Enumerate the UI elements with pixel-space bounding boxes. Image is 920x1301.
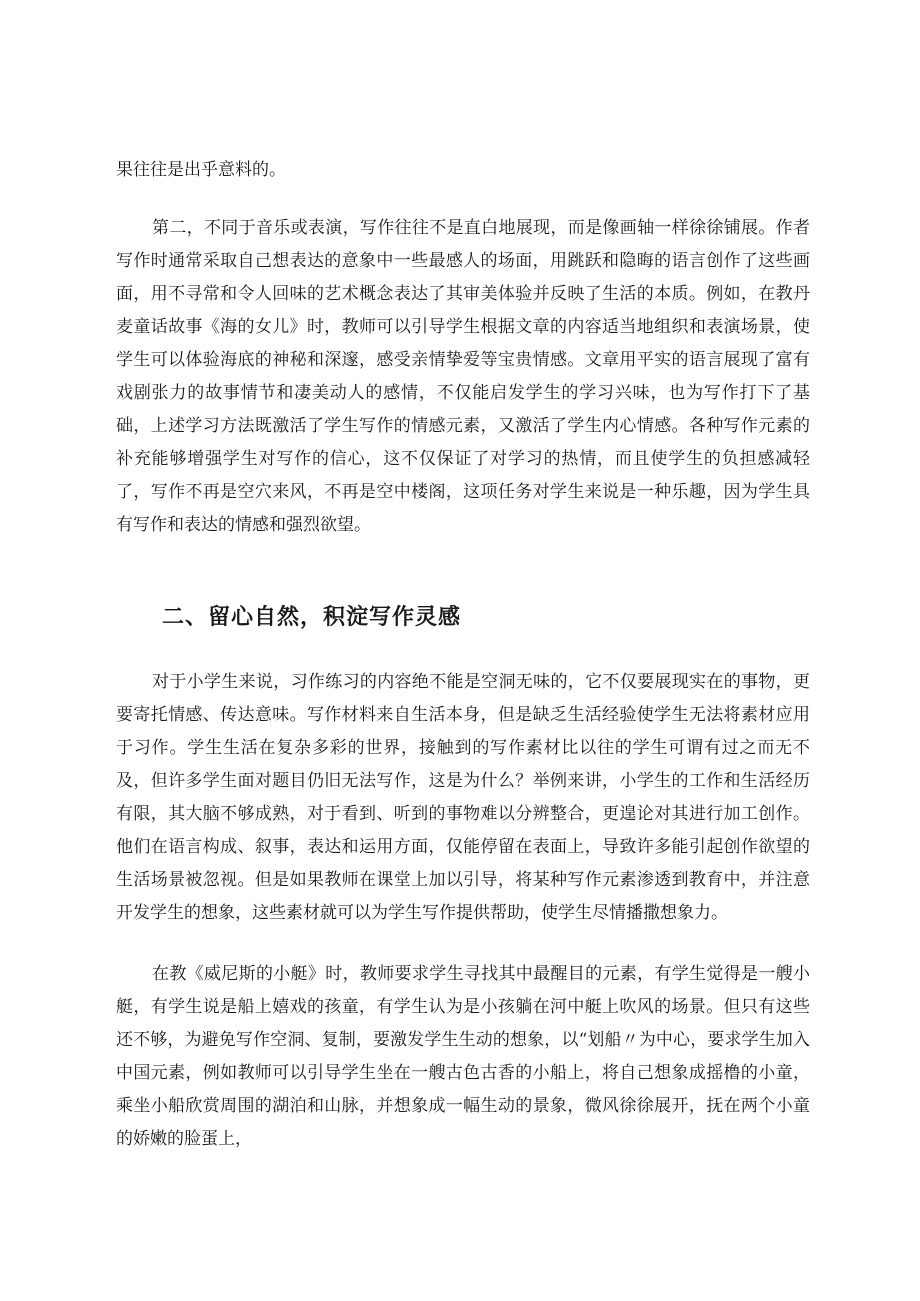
- section-heading: 二、留心自然，积淀写作灵感: [162, 605, 462, 630]
- paragraph-nature-intro: 对于小学生来说，习作练习的内容绝不能是空洞无味的，它不仅要展现实在的事物，更要寄托情感、传达意味。写作材料来自生活本身，但是缺乏生活经验使学生无法将素材应用于习作。学生生活在复杂多彩的世界，接触到的写作素材比以往的学生可谓有过之而无不及，但许多学生面对题目仍旧无法写作，这是为什么？举例来讲，小学生的工作和生活经历有限，其大脑不够成熟，对于看到、听到的事物难以分辨整合，更遑论对其进行加工创作。他们在语言构成、叙事，表达和运用方面，仅能停留在表面上，导致许多能引起创作欲望的生活场景被忽视。但是如果教师在课堂上加以引导，将某种写作元素渗透到教育中，并注意开发学生的想象，这些素材就可以为学生写作提供帮助，使学生尽情播撒想象力。: [116, 672, 810, 923]
- paragraph-continuation: 果往往是出乎意料的。: [116, 160, 286, 180]
- paragraph-second-point: 第二，不同于音乐或表演，写作往往不是直白地展现，而是像画轴一样徐徐铺展。作者写作时通常采取自己想表达的意象中一些最感人的场面，用跳跃和隐晦的语言创作了这些画面，用不寻常和令人回味的艺术概念表达了其审美体验并反映了生活的本质。例如，在教丹麦童话故事《海的女儿》时，教师可以引导学生根据文章的内容适当地组织和表演场景，使学生可以体验海底的神秘和深邃，感受亲情挚爱等宝贵情感。文章用平实的语言展现了富有戏剧张力的故事情节和凄美动人的感情，不仅能启发学生的学习兴味，也为写作打下了基础，上述学习方法既激活了学生写作的情感元素，又激活了学生内心情感。各种写作元素的补充能够增强学生对写作的信心，这不仅保证了对学习的热情，而且使学生的负担感减轻了，写作不再是空穴来风，不再是空中楼阁，这项任务对学生来说是一种乐趣，因为学生具有写作和表达的情感和强烈欲望。: [116, 218, 810, 535]
- paragraph-venice-example: 在教《威尼斯的小艇》时，教师要求学生寻找其中最醒目的元素，有学生觉得是一艘小艇，有学生说是船上嬉戏的孩童，有学生认为是小孩躺在河中艇上吹风的场景。但只有这些还不够，为避免写作空洞、复制，要激发学生生动的想象，以“划船〃为中心，要求学生加入中国元素，例如教师可以引导学生坐在一艘古色古香的小船上，将自己想象成摇橹的小童，乘坐小船欣赏周围的湖泊和山脉，并想象成一幅生动的景象，微风徐徐展开，抚在两个小童的娇嫩的脸蛋上，: [116, 964, 810, 1149]
